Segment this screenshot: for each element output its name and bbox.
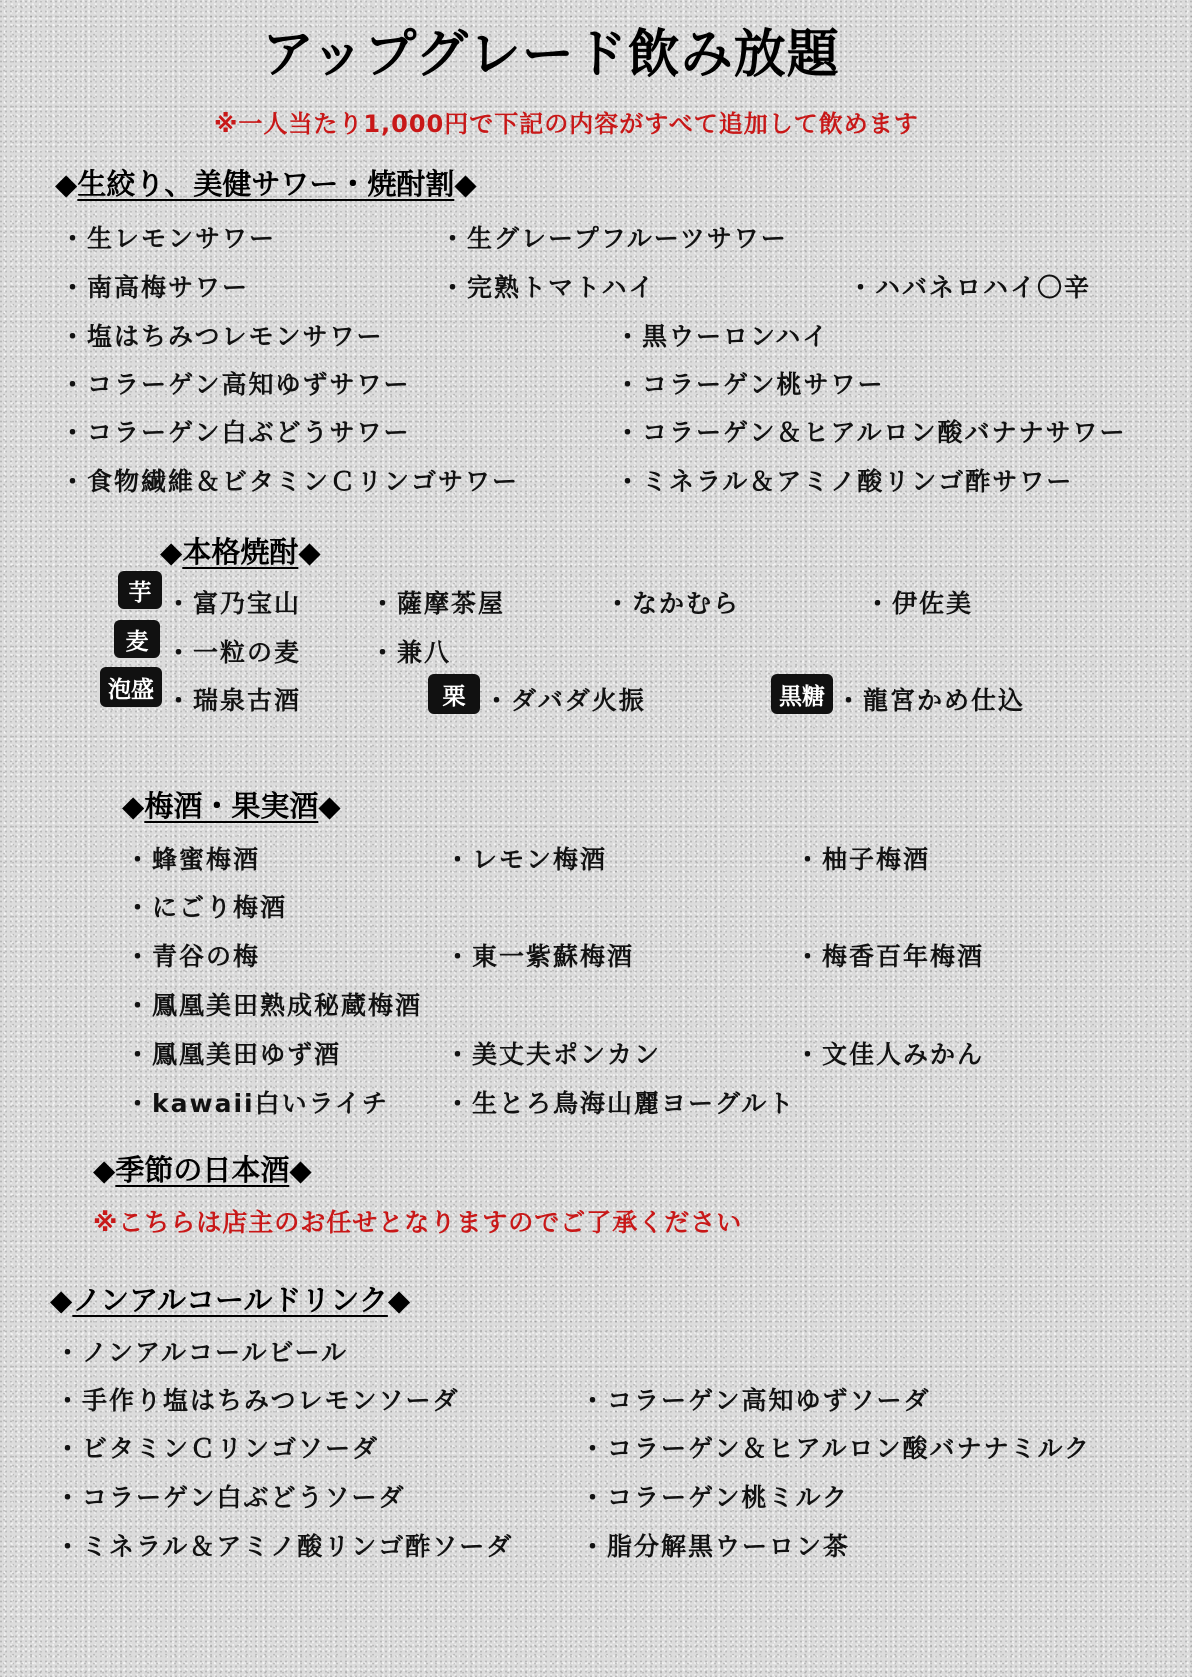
menu-item: ・蜂蜜梅酒 [125,845,261,874]
menu-item: ・鳳凰美田熟成秘蔵梅酒 [125,991,423,1020]
menu-item: ・鳳凰美田ゆず酒 [125,1040,342,1069]
price-note: ※一人当たり1,000円で下記の内容がすべて追加して飲めます [214,110,919,138]
heading-text: ノンアルコールドリンク [72,1283,388,1317]
menu-item: ・ミネラル＆アミノ酸リンゴ酢サワー [615,467,1074,496]
menu-item: ・なかむら [605,589,741,618]
menu-item: ・東一紫蘇梅酒 [445,942,635,971]
diamond-icon: ◆ [50,1283,73,1317]
menu-item: ・にごり梅酒 [125,893,288,922]
menu-item: ・柚子梅酒 [795,845,931,874]
menu-item: ・黒ウーロンハイ [615,322,830,351]
menu-item: ・コラーゲン高知ゆずソーダ [580,1386,931,1415]
menu-item: ・コラーゲン＆ヒアルロン酸バナナサワー [615,418,1127,447]
menu-item: ・kawaii白いライチ [125,1089,389,1118]
heading-text: 梅酒・果実酒 [144,789,319,823]
section-heading-sour [55,162,477,203]
mugi-badge-icon: 麦 [114,620,160,658]
section-heading-shochu [160,530,321,571]
menu-item: ・生とろ鳥海山麗ヨーグルト [445,1089,796,1118]
awamori-badge-icon: 泡盛 [100,667,162,707]
menu-item: ・文佳人みかん [795,1040,985,1069]
menu-item: ・兼八 [370,638,452,667]
menu-item: ・龍宮かめ仕込 [836,686,1026,715]
kuri-badge-icon: 栗 [428,674,480,714]
menu-item: ・レモン梅酒 [445,845,608,874]
heading-text: 生絞り、美健サワー・焼酎割 [77,167,455,201]
diamond-icon: ◆ [289,1153,312,1187]
menu-item: ・コラーゲン白ぶどうサワー [60,418,411,447]
section-heading-nonalc [50,1278,410,1319]
menu-item: ・コラーゲン＆ヒアルロン酸バナナミルク [580,1434,1092,1463]
section-heading-sake [93,1148,312,1189]
imo-badge-icon: 芋 [118,571,162,609]
menu-item: ・コラーゲン白ぶどうソーダ [55,1483,406,1512]
menu-item: ・手作り塩はちみつレモンソーダ [55,1386,460,1415]
menu-item: ・伊佐美 [865,589,974,618]
menu-item: ・塩はちみつレモンサワー [60,322,384,351]
diamond-icon: ◆ [387,1283,411,1317]
menu-item: ・一粒の麦 [166,638,302,667]
menu-item: ・青谷の梅 [125,942,261,971]
diamond-icon: ◆ [318,789,341,823]
sake-note: ※こちらは店主のお任せとなりますのでご了承ください [93,1208,743,1237]
menu-item: ・ハバネロハイ〇辛 [848,273,1092,302]
menu-item: ・生グレープフルーツサワー [440,224,788,253]
menu-item: ・ビタミンＣリンゴソーダ [55,1434,380,1463]
diamond-icon: ◆ [298,535,321,569]
heading-text: 季節の日本酒 [115,1153,290,1187]
diamond-icon: ◆ [55,167,78,201]
menu-item: ・富乃宝山 [166,589,302,618]
diamond-icon: ◆ [160,535,183,569]
diamond-icon: ◆ [454,167,477,201]
menu-item: ・食物繊維＆ビタミンＣリンゴサワー [60,467,520,496]
menu-item: ・コラーゲン桃ミルク [580,1483,850,1512]
menu-item: ・瑞泉古酒 [166,686,302,715]
menu-item: ・ノンアルコールビール [55,1338,349,1367]
menu-item: ・脂分解黒ウーロン茶 [580,1532,851,1561]
menu-item: ・完熟トマトハイ [440,273,656,302]
menu-item: ・コラーゲン高知ゆずサワー [60,370,411,399]
heading-text: 本格焼酎 [182,535,299,569]
menu-item: ・生レモンサワー [60,224,277,253]
menu-item: ・美丈夫ポンカン [445,1040,662,1069]
menu-item: ・ミネラル＆アミノ酸リンゴ酢ソーダ [55,1532,514,1561]
diamond-icon: ◆ [122,789,145,823]
page-title: アップグレード飲み放題 [262,25,840,85]
menu-item: ・薩摩茶屋 [370,589,506,618]
menu-item: ・南高梅サワー [60,273,250,302]
menu-item: ・コラーゲン桃サワー [615,370,885,399]
menu-item: ・ダバダ火振 [484,686,646,715]
kokuto-badge-icon: 黒糖 [771,674,833,714]
menu-item: ・梅香百年梅酒 [795,942,985,971]
diamond-icon: ◆ [93,1153,116,1187]
section-heading-umeshu [122,784,341,825]
